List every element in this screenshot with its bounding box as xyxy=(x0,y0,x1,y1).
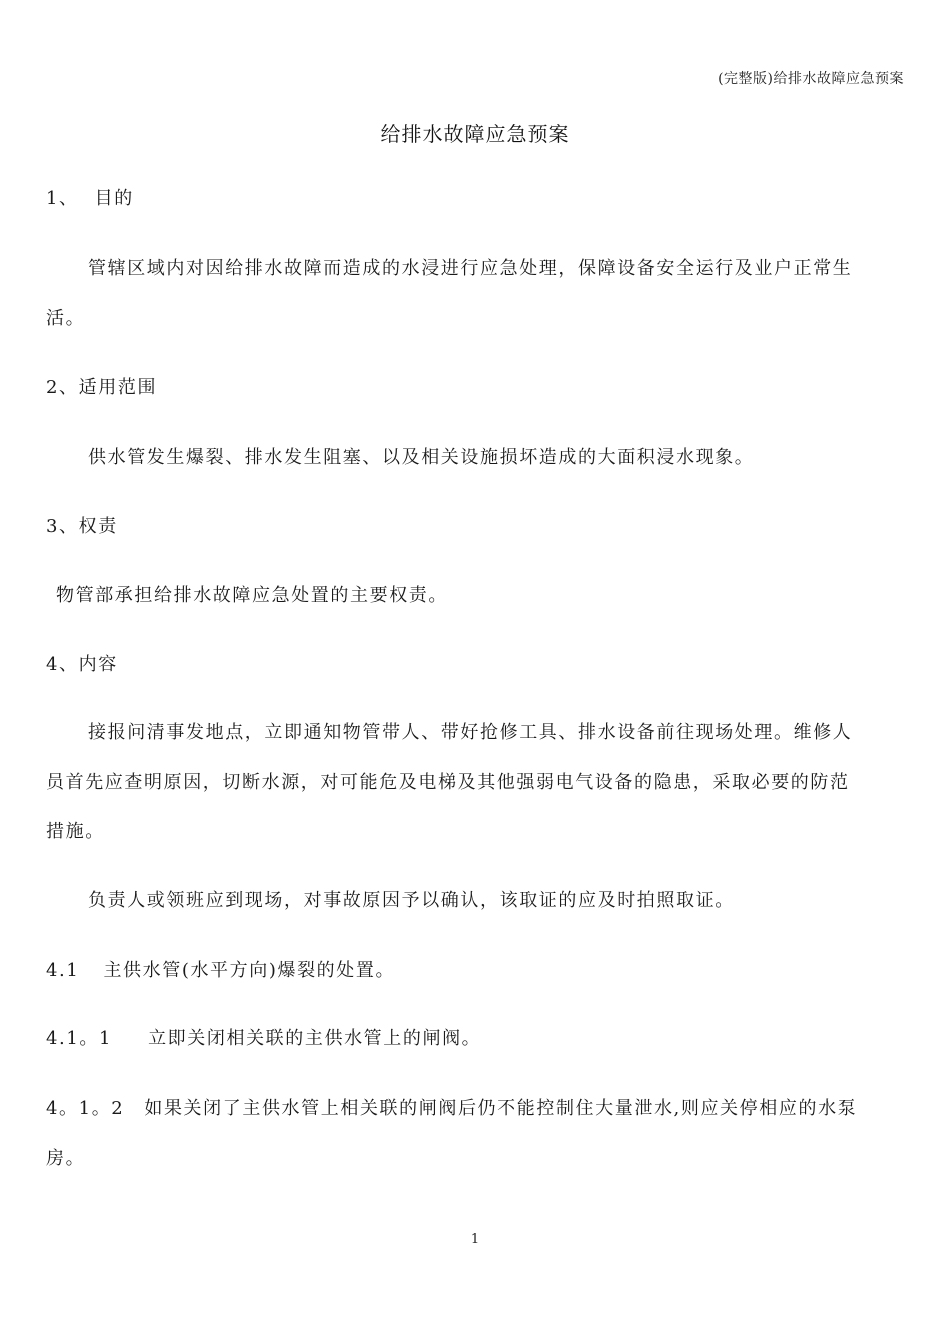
section-1-title: 目的 xyxy=(94,188,134,209)
section-3-body: 物管部承担给排水故障应急处置的主要权责。 xyxy=(56,585,448,606)
section-4-1-text: 主供水管(水平方向)爆裂的处置。 xyxy=(103,960,396,981)
section-4-1 xyxy=(46,958,395,984)
section-4-1-number: 4.1 xyxy=(46,960,80,981)
section-2-body: 供水管发生爆裂、排水发生阻塞、以及相关设施损坏造成的大面积浸水现象。 xyxy=(88,447,755,468)
section-1-number: 1、 xyxy=(46,188,79,209)
section-4-1-2-number: 4。1。2 xyxy=(46,1098,125,1119)
section-4-1-1-text: 立即关闭相关联的主供水管上的闸阀。 xyxy=(148,1028,482,1049)
section-4-1-2-text: 如果关闭了主供水管上相关联的闸阀后仍不能控制住大量泄水,则应关停相应的水泵 xyxy=(144,1098,858,1119)
section-4-1-1-number: 4.1。1 xyxy=(46,1028,113,1049)
section-4-para-1-line-3: 措施。 xyxy=(46,821,105,842)
section-1-body-line-1: 管辖区域内对因给排水故障而造成的水浸进行应急处理，保障设备安全运行及业户正常生 xyxy=(88,258,853,279)
page-number: 1 xyxy=(470,1232,480,1247)
section-1-body-line-2: 活。 xyxy=(46,308,86,329)
section-2-heading: 2、适用范围 xyxy=(46,377,158,398)
section-4-para-1-line-2: 员首先应查明原因，切断水源，对可能危及电梯及其他强弱电气设备的隐患，采取必要的防范 xyxy=(46,772,850,793)
section-4-1-2 xyxy=(46,1096,857,1122)
section-4-1-2-line-2: 房。 xyxy=(46,1148,86,1169)
document-title: 给排水故障应急预案 xyxy=(380,122,570,146)
header-note: (完整版)给排水故障应急预案 xyxy=(718,71,904,87)
section-3-heading: 3、权责 xyxy=(46,516,118,537)
section-4-1-1 xyxy=(46,1026,481,1052)
section-4-para-2: 负责人或领班应到现场，对事故原因予以确认，该取证的应及时拍照取证。 xyxy=(88,890,735,911)
section-4-para-1-line-1: 接报问清事发地点，立即通知物管带人、带好抢修工具、排水设备前往现场处理。维修人 xyxy=(88,722,853,743)
section-1-heading xyxy=(46,186,134,212)
section-4-heading: 4、内容 xyxy=(46,654,118,675)
